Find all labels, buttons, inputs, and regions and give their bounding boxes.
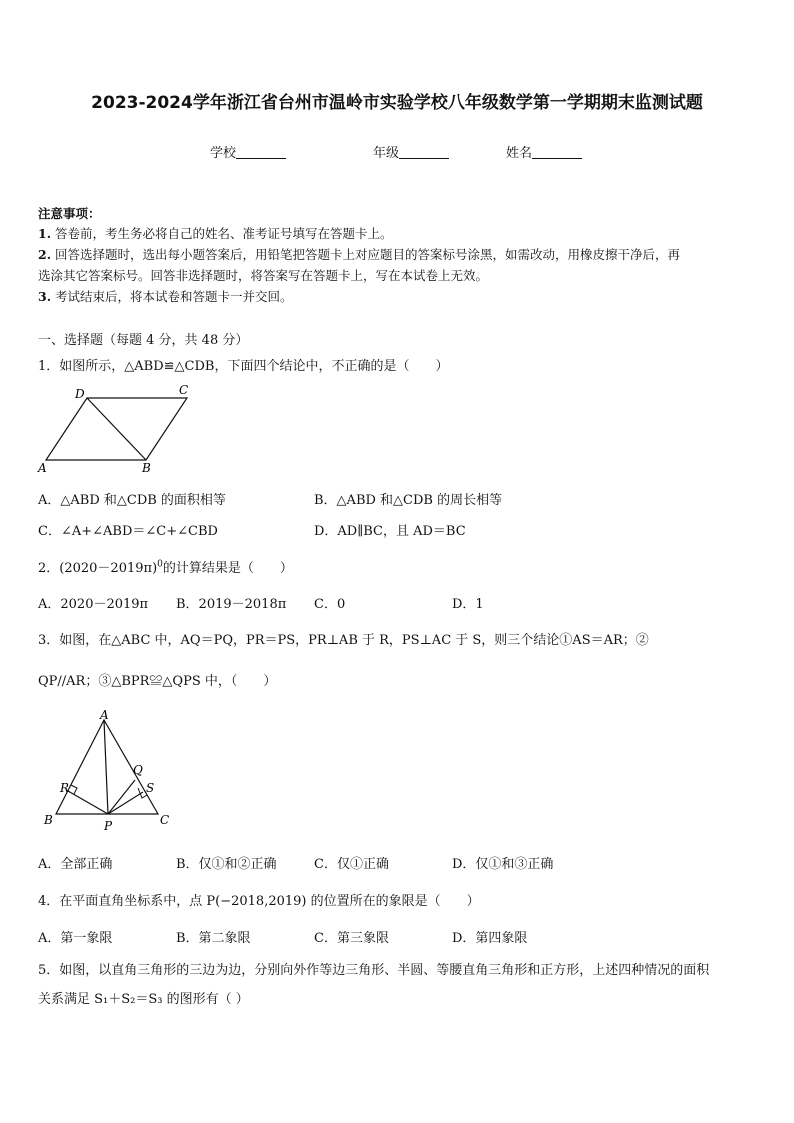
q3-segment-ap (104, 720, 108, 814)
q3-stem-line-2: QP//AR；③△BPR≌△QPS 中，（ ） (38, 674, 277, 689)
name-field (506, 142, 582, 161)
q4-option-c[interactable]: C．第三象限 (314, 931, 389, 946)
notes-heading: 注意事项： (38, 206, 101, 221)
q2-option-d[interactable]: D．1 (452, 597, 484, 612)
q1-label-b: B (142, 461, 151, 475)
name-label: 姓名 (506, 146, 533, 161)
q1-option-b[interactable]: B．△ABD 和△CDB 的周长相等 (314, 493, 503, 508)
grade-blank (399, 146, 449, 159)
q3-label-s: S (146, 781, 155, 795)
note-1 (38, 224, 393, 242)
q2-number: 2． (38, 561, 60, 576)
q3-segment-ps (108, 792, 143, 814)
q5-stem-line-1: 5．如图，以直角三角形的三边为边，分别向外作等边三角形、半圆、等腰直角三角形和正方形，上述四种情况的面积 (38, 963, 710, 978)
q1-parallelogram-figure (34, 382, 204, 477)
q4-option-d[interactable]: D．第四象限 (452, 931, 528, 946)
q3-option-a[interactable]: A．全部正确 (38, 857, 113, 872)
note-3 (38, 287, 293, 305)
q2-option-b[interactable]: B．2019－2018π (176, 597, 287, 612)
q3-option-d[interactable]: D．仅①和③正确 (452, 857, 554, 872)
q2-option-a[interactable]: A．2020－2019π (38, 597, 149, 612)
q3-option-b[interactable]: B．仅①和②正确 (176, 857, 277, 872)
grade-field (373, 142, 449, 161)
q3-label-r: R (60, 781, 70, 795)
q3-segment-pr (68, 791, 108, 814)
q1-option-c[interactable]: C．∠A+∠ABD＝∠C+∠CBD (38, 524, 218, 539)
note-2-cont: 选涂其它答案标号。回答非选择题时，将答案写在答题卡上，写在本试卷上无效。 (38, 268, 489, 283)
q4-stem: 4．在平面直角坐标系中，点 P(−2018,2019) 的位置所在的象限是（ ） (38, 894, 480, 909)
q1-option-a[interactable]: A．△ABD 和△CDB 的面积相等 (38, 493, 226, 508)
q1-stem: 1．如图所示，△ABD≌△CDB，下面四个结论中，不正确的是（ ） (38, 359, 449, 374)
q1-label-a: A (38, 461, 47, 475)
note-3-num: 3. (38, 289, 52, 304)
section-heading: 一、选择题（每题 4 分，共 48 分） (38, 333, 249, 348)
note-1-text: 答卷前，考生务必将自己的姓名、准考证号填写在答题卡上。 (55, 226, 393, 241)
note-2-text-a: 回答选择题时，选出每小题答案后，用铅笔把答题卡上对应题目的答案标号涂黑，如需改动，用橡皮擦干净后，再 (55, 247, 681, 262)
q3-label-p: P (104, 819, 113, 833)
q2-stem (38, 557, 293, 576)
note-1-num: 1. (38, 226, 52, 241)
grade-label: 年级 (373, 146, 400, 161)
q3-segment-pq (108, 780, 135, 814)
q1-option-d[interactable]: D．AD∥BC，且 AD＝BC (314, 524, 466, 539)
q4-option-b[interactable]: B．第二象限 (176, 931, 251, 946)
q1-diagonal-bd (87, 398, 146, 460)
q2-expression: (2020－2019π) (59, 561, 158, 576)
note-2-num: 2. (38, 247, 52, 262)
q3-stem-line-1: 3．如图，在△ABC 中，AQ＝PQ，PR＝PS，PR⊥AB 于 R，PS⊥AC 于 S，则三个结论①AS＝AR；② (38, 633, 649, 648)
page-title: 2023-2024学年浙江省台州市温岭市实验学校八年级数学第一学期期末监测试题 (91, 93, 703, 113)
q3-label-c: C (160, 813, 170, 827)
note-2 (38, 245, 680, 263)
q4-option-a[interactable]: A．第一象限 (38, 931, 113, 946)
school-blank (236, 146, 286, 159)
q2-option-c[interactable]: C．0 (314, 597, 346, 612)
school-label: 学校 (210, 146, 237, 161)
q3-label-q: Q (133, 763, 143, 777)
q2-exponent: 0 (157, 559, 163, 570)
q3-label-b: B (44, 813, 53, 827)
q3-label-a: A (100, 708, 109, 722)
name-blank (532, 146, 582, 159)
q1-label-d: D (75, 387, 85, 401)
q5-stem-line-2: 关系满足 S₁＋S₂＝S₃ 的图形有（ ） (38, 992, 249, 1007)
q3-triangle-figure (38, 708, 178, 838)
q1-label-c: C (179, 383, 189, 397)
note-3-text: 考试结束后，将本试卷和答题卡一并交回。 (55, 289, 293, 304)
school-field (210, 142, 286, 161)
q2-stem-text: 的计算结果是（ ） (162, 561, 293, 576)
q3-option-c[interactable]: C．仅①正确 (314, 857, 389, 872)
